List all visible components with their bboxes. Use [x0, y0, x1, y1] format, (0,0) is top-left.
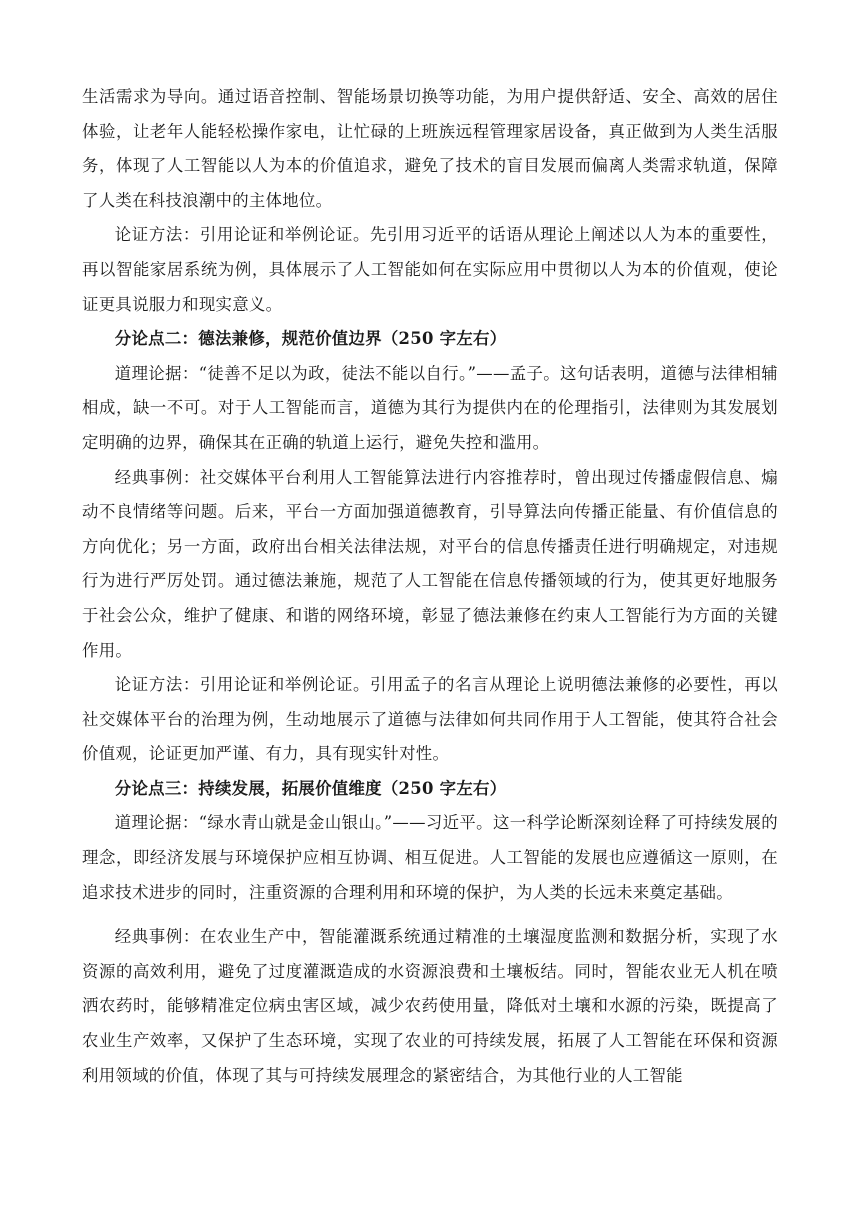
body-paragraph: 道理论据：“徒善不足以为政，徒法不能以自行。”——孟子。这句话表明，道德与法律相辅相成，缺一不可。对于人工智能而言，道德为其行为提供内在的伦理指引，法律则为其发展划定明确的边界，确保其在正确的轨道上运行，避免失控和滥用。: [82, 363, 778, 452]
body-paragraph: 论证方法：引用论证和举例论证。引用孟子的名言从理论上说明德法兼修的必要性，再以社交媒体平台的治理为例，生动地展示了道德与法律如何共同作用于人工智能，使其符合社会价值观，论证更加严谨、有力，具有现实针对性。: [82, 675, 778, 764]
section-heading: 分论点二：德法兼修，规范价值边界（250 字左右）: [114, 329, 507, 349]
section-heading: 分论点三：持续发展，拓展价值维度（250 字左右）: [114, 778, 507, 798]
body-paragraph: 经典事例：社交媒体平台利用人工智能算法进行内容推荐时，曾出现过传播虚假信息、煽动不良情绪等问题。后来，平台一方面加强道德教育，引导算法向传播正能量、有价值信息的方向优化；另一方面，政府出台相关法律法规，对平台的信息传播责任进行明确规定，对违规行为进行严厉处罚。通过德法兼施，规范了人工智能在信息传播领域的行为，使其更好地服务于社会公众，维护了健康、和谐的网络环境，彰显了德法兼修在约束人工智能行为方面的关键作用。: [82, 467, 778, 660]
body-paragraph: 经典事例：在农业生产中，智能灌溉系统通过精准的土壤湿度监测和数据分析，实现了水资源的高效利用，避免了过度灌溉造成的水资源浪费和土壤板结。同时，智能农业无人机在喷洒农药时，能够精准定位病虫害区域，减少农药使用量，降低对土壤和水源的污染，既提高了农业生产效率，又保护了生态环境，实现了农业的可持续发展，拓展了人工智能在环保和资源利用领域的价值，体现了其与可持续发展理念的紧密结合，为其他行业的人工智能: [82, 927, 778, 1085]
body-paragraph: 道理论据：“绿水青山就是金山银山。”——习近平。这一科学论断深刻诠释了可持续发展的理念，即经济发展与环境保护应相互协调、相互促进。人工智能的发展也应遵循这一原则，在追求技术进步的同时，注重资源的合理利用和环境的保护，为人类的长远未来奠定基础。: [82, 813, 778, 902]
document-page: [82, 80, 778, 1093]
body-paragraph: 生活需求为导向。通过语音控制、智能场景切换等功能，为用户提供舒适、安全、高效的居住体验，让老年人能轻松操作家电，让忙碌的上班族远程管理家居设备，真正做到为人类生活服务，体现了人工智能以人为本的价值追求，避免了技术的盲目发展而偏离人类需求轨道，保障了人类在科技浪潮中的主体地位。: [82, 87, 778, 210]
body-paragraph: 论证方法：引用论证和举例论证。先引用习近平的话语从理论上阐述以人为本的重要性，再以智能家居系统为例，具体展示了人工智能如何在实际应用中贯彻以人为本的价值观，使论证更具说服力和现实意义。: [82, 225, 778, 314]
